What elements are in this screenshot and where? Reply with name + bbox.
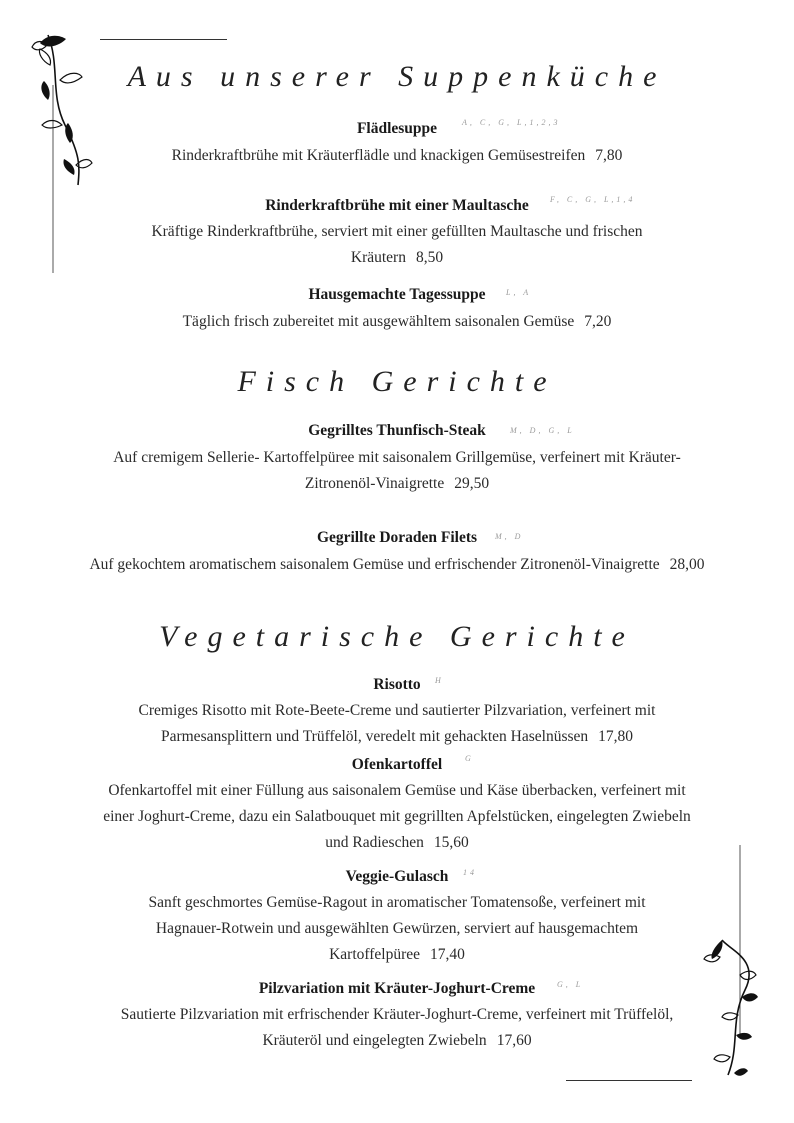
dish-description [0,890,794,968]
price: 28,00 [669,556,705,573]
description-text: Täglich frisch zubereitet mit ausgewähltem saisonalen Gemüse [182,313,575,330]
allergen-codes: 14 [463,868,477,877]
top-left-rule [100,39,227,40]
dish-description [0,1002,794,1054]
allergen-codes: M, D [495,532,524,541]
price: 29,50 [454,475,490,492]
dish-name-doraden-filets: Gegrillte Doraden Filets [316,529,478,546]
description-text: Kräuteröl und eingelegten Zwiebeln [262,1032,487,1049]
description-text: Kräutern [350,249,406,266]
dish-description [0,309,794,335]
description-text: Auf cremigem Sellerie- Kartoffelpüree mit saisonalem Grillgemüse, verfeinert mit Kräuter- [113,449,681,466]
dish-description [0,219,794,271]
dish-description [0,778,794,856]
description-text: Rinderkraftbrühe mit Kräuterflädle und knackigen Gemüsestreifen [171,147,586,164]
dish-description [0,143,794,169]
description-text: Sautierte Pilzvariation mit erfrischender Kräuter-Joghurt-Creme, verfeinert mit Trüffelöl, [120,1006,674,1023]
description-text: Kartoffelpüree [329,946,421,963]
dish-name-ofenkartoffel: Ofenkartoffel [351,756,443,773]
allergen-codes: G, L [557,980,584,989]
dish-name-rinderkraftbruehe: Rinderkraftbrühe mit einer Maultasche [265,197,529,214]
dish-description [0,698,794,750]
description-text: und Radieschen [325,834,424,851]
allergen-codes: H [435,676,444,685]
allergen-codes: F, C, G, L,1,4 [550,195,636,204]
dish-name-tagessuppe: Hausgemachte Tagessuppe [308,286,486,303]
dish-description [0,552,794,578]
description-text: Ofenkartoffel mit einer Füllung aus saisonalem Gemüse und Käse überbacken, verfeinert mit [108,782,686,799]
description-text: einer Joghurt-Creme, dazu ein Salatbouquet mit gegrillten Apfelstücken, eingelegten Zwiebeln [103,808,691,825]
price: 8,50 [415,249,444,266]
dish-name-thunfisch-steak: Gegrilltes Thunfisch-Steak [308,422,486,439]
description-text: Zitronenöl-Vinaigrette [304,475,445,492]
description-text: Auf gekochtem aromatischem saisonalem Gemüse und erfrischender Zitronenöl-Vinaigrette [89,556,660,573]
price: 7,20 [584,313,612,330]
description-text: Kräftige Rinderkraftbrühe, serviert mit einer gefüllten Maultasche und frischen [151,223,643,240]
section-title-soups: Aus unserer Suppenküche [127,60,667,93]
description-text: Hagnauer-Rotwein und ausgewählten Gewürzen, serviert auf hausgemachtem [155,920,639,937]
dish-name-flaedlesuppe: Flädlesuppe [356,120,438,137]
allergen-codes: L, A [506,288,532,297]
bottom-right-rule [566,1080,692,1081]
price: 17,40 [430,946,465,963]
dish-name-risotto: Risotto [373,676,421,693]
price: 15,60 [433,834,469,851]
price: 17,80 [598,728,634,745]
allergen-codes: M, D, G, L [510,426,575,435]
price: 7,80 [595,147,623,164]
section-title-fish: Fisch Gerichte [237,365,557,398]
description-text: Parmesansplittern und Trüffelöl, veredelt mit gehackten Haselnüssen [160,728,589,745]
dish-name-pilzvariation: Pilzvariation mit Kräuter-Joghurt-Creme [258,980,536,997]
description-text: Cremiges Risotto mit Rote-Beete-Creme und sautierter Pilzvariation, verfeinert mit [138,702,656,719]
price: 17,60 [496,1032,532,1049]
allergen-codes: A, C, G, L,1,2,3 [462,118,561,127]
dish-name-veggie-gulasch: Veggie-Gulasch [345,868,449,885]
section-title-vegetarian: Vegetarische Gerichte [159,620,635,653]
dish-description [0,445,794,497]
description-text: Sanft geschmortes Gemüse-Ragout in aromatischer Tomatensoße, verfeinert mit [148,894,646,911]
allergen-codes: G [465,754,474,763]
